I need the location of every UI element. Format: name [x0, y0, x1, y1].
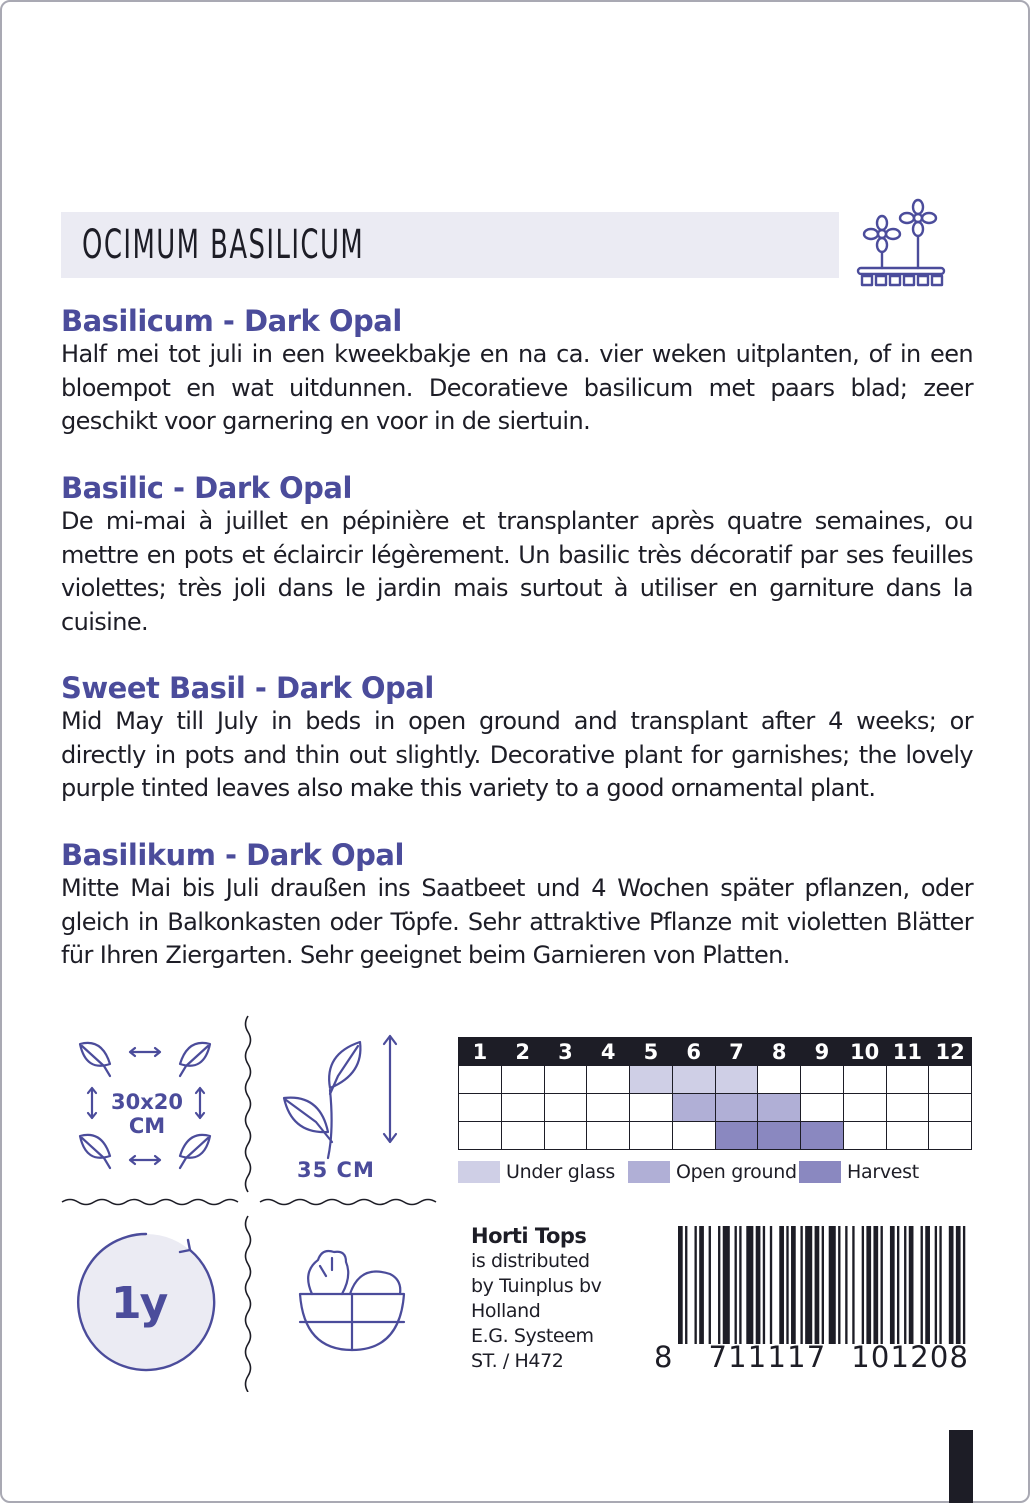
section-title-german: Basilikum - Dark Opal	[61, 838, 404, 872]
barcode-right-group: 101208	[851, 1340, 970, 1374]
legend-swatch-open-ground	[628, 1161, 670, 1183]
month-header: 7	[715, 1038, 758, 1066]
latin-name: OCIMUM BASILICUM	[82, 222, 365, 268]
barcode-bar	[890, 1226, 895, 1344]
barcode-bar	[791, 1226, 796, 1344]
plant-height-icon	[278, 1030, 408, 1160]
calendar-cell	[801, 1122, 844, 1150]
calendar-cell	[843, 1094, 886, 1122]
month-header: 11	[886, 1038, 929, 1066]
barcode-bar	[735, 1226, 737, 1344]
spacing-dimensions: 30x20	[111, 1090, 183, 1114]
legend-label-under-glass: Under glass	[506, 1161, 616, 1183]
calendar-cell	[544, 1066, 587, 1094]
legend-label-harvest: Harvest	[847, 1161, 919, 1183]
calendar-cell	[758, 1094, 801, 1122]
barcode-bar	[723, 1226, 730, 1344]
calendar-cell	[886, 1066, 929, 1094]
month-header: 8	[758, 1038, 801, 1066]
barcode-bar	[805, 1226, 812, 1344]
calendar-cell	[843, 1122, 886, 1150]
calendar-cell	[758, 1066, 801, 1094]
barcode-bar	[904, 1226, 906, 1344]
calendar-cell	[501, 1094, 544, 1122]
calendar-cell	[630, 1066, 673, 1094]
distributor-line: E.G. Systeem	[471, 1325, 594, 1347]
calendar-cell	[544, 1122, 587, 1150]
barcode-bar	[756, 1226, 761, 1344]
calendar-cell	[459, 1094, 502, 1122]
barcode-bar	[822, 1226, 824, 1344]
calendar-cell	[715, 1094, 758, 1122]
distributor-line: is distributed	[471, 1250, 590, 1272]
month-header: 6	[672, 1038, 715, 1066]
section-title-dutch: Basilicum - Dark Opal	[61, 304, 402, 338]
barcode-bar	[881, 1226, 883, 1344]
month-header: 1	[459, 1038, 502, 1066]
barcode-bar	[763, 1226, 765, 1344]
calendar-cell	[886, 1122, 929, 1150]
barcode-bar	[866, 1226, 871, 1344]
barcode-bar	[739, 1226, 741, 1344]
calendar-row	[459, 1066, 972, 1094]
barcode	[678, 1226, 970, 1344]
month-header: 5	[630, 1038, 673, 1066]
barcode-bar	[685, 1226, 687, 1344]
month-header: 10	[843, 1038, 886, 1066]
month-header: 2	[501, 1038, 544, 1066]
section-french	[61, 471, 973, 639]
section-text-german: Mitte Mai bis Juli draußen ins Saatbeet und 4 Wochen später pflanzen, oder gleich in Balkonkasten oder Töpfe. Sehr attraktive Pflanze mit violetten Blätter für Ihren Ziergarten. Sehr geeignet beim Garnieren von Platten.	[61, 874, 973, 969]
barcode-bar	[897, 1226, 899, 1344]
vegetable-bowl-icon	[292, 1240, 410, 1358]
lifecycle-label: 1y	[111, 1278, 167, 1329]
brand-name: Horti Tops	[471, 1224, 587, 1248]
planter-flowers-icon	[852, 196, 948, 288]
barcode-bar	[694, 1226, 696, 1344]
barcode-bar	[699, 1226, 704, 1344]
month-header: 4	[587, 1038, 630, 1066]
section-title-french: Basilic - Dark Opal	[61, 471, 352, 505]
barcode-bar	[779, 1226, 784, 1344]
barcode-bar	[939, 1226, 941, 1344]
calendar-cell	[758, 1122, 801, 1150]
barcode-first-digit: 8	[654, 1340, 674, 1374]
calendar-cell	[672, 1122, 715, 1150]
legend-harvest	[799, 1157, 919, 1187]
calendar-row	[459, 1094, 972, 1122]
barcode-bar	[786, 1226, 788, 1344]
barcode-bar	[815, 1226, 820, 1344]
calendar-cell	[715, 1066, 758, 1094]
calendar-cell	[672, 1066, 715, 1094]
calendar-cell	[929, 1094, 972, 1122]
calendar-cell	[501, 1122, 544, 1150]
month-header: 3	[544, 1038, 587, 1066]
height-label: 35 CM	[297, 1158, 375, 1182]
barcode-bar	[746, 1226, 753, 1344]
calendar-cell	[501, 1066, 544, 1094]
barcode-bar	[800, 1226, 802, 1344]
legend-open-ground	[628, 1157, 797, 1187]
section-text-english: Mid May till July in beds in open ground and transplant after 4 weeks; or directly in pots and thin out slightly. Decorative plant for garnishes; the lovely purple tinted leaves also make this variety to a good ornamental plant.	[61, 707, 973, 802]
calendar-cell	[929, 1066, 972, 1094]
barcode-bar	[770, 1226, 772, 1344]
barcode-bar	[718, 1226, 720, 1344]
calendar-cell	[672, 1094, 715, 1122]
barcode-bar	[852, 1226, 854, 1344]
legend-label-open-ground: Open ground	[676, 1161, 797, 1183]
calendar-cell	[459, 1122, 502, 1150]
registration-mark	[949, 1430, 973, 1503]
barcode-bar	[921, 1226, 923, 1344]
section-title-english: Sweet Basil - Dark Opal	[61, 671, 434, 705]
calendar-cell	[801, 1066, 844, 1094]
distributor-line: ST. / H472	[471, 1350, 564, 1372]
calendar-cell	[587, 1066, 630, 1094]
barcode-bar	[925, 1226, 930, 1344]
calendar-cell	[715, 1122, 758, 1150]
section-german	[61, 838, 973, 973]
legend-swatch-harvest	[799, 1161, 841, 1183]
barcode-bar	[678, 1226, 683, 1344]
calendar-row	[459, 1122, 972, 1150]
barcode-bar	[873, 1226, 878, 1344]
section-dutch	[61, 304, 973, 439]
calendar-cell	[843, 1066, 886, 1094]
barcode-bar	[963, 1226, 965, 1344]
month-header: 9	[801, 1038, 844, 1066]
barcode-bar	[935, 1226, 937, 1344]
barcode-bar	[709, 1226, 711, 1344]
legend-swatch-under-glass	[458, 1161, 500, 1183]
calendar-cell	[459, 1066, 502, 1094]
barcode-bar	[956, 1226, 961, 1344]
barcode-bar	[909, 1226, 914, 1344]
calendar-cell	[587, 1094, 630, 1122]
calendar-cell	[886, 1094, 929, 1122]
calendar-month-row	[459, 1038, 972, 1066]
section-text-french: De mi-mai à juillet en pépinière et transplanter après quatre semaines, ou mettre en pots et éclaircir légèrement. Un basilic très décoratif par ses feuilles violettes; très joli dans le jardin mais surtout à utiliser en garniture dans la cuisine.	[61, 507, 973, 636]
distributor-line: by Tuinplus bv	[471, 1275, 602, 1297]
barcode-bar	[862, 1226, 864, 1344]
section-english	[61, 671, 973, 806]
spacing-unit: CM	[128, 1114, 166, 1138]
barcode-bar	[829, 1226, 836, 1344]
calendar-cell	[544, 1094, 587, 1122]
barcode-bar	[838, 1226, 840, 1344]
month-header: 12	[929, 1038, 972, 1066]
barcode-left-group: 711117	[708, 1340, 827, 1374]
barcode-number	[654, 1340, 970, 1374]
calendar-cell	[929, 1122, 972, 1150]
barcode-bar	[949, 1226, 954, 1344]
legend-under-glass	[458, 1157, 615, 1187]
distributor-info	[471, 1224, 601, 1374]
distributor-line: Holland	[471, 1300, 541, 1322]
calendar-cell	[587, 1122, 630, 1150]
calendar-cell	[801, 1094, 844, 1122]
spacing-label	[108, 1090, 186, 1138]
calendar-cell	[630, 1122, 673, 1150]
calendar-cell	[630, 1094, 673, 1122]
section-text-dutch: Half mei tot juli in een kweekbakje en na ca. vier weken uitplanten, of in een bloempot en wat uitdunnen. Decoratieve basilicum met paars blad; zeer geschikt voor garnering en voor in de siertuin.	[61, 340, 973, 435]
barcode-bar	[845, 1226, 847, 1344]
sowing-calendar	[458, 1037, 972, 1150]
